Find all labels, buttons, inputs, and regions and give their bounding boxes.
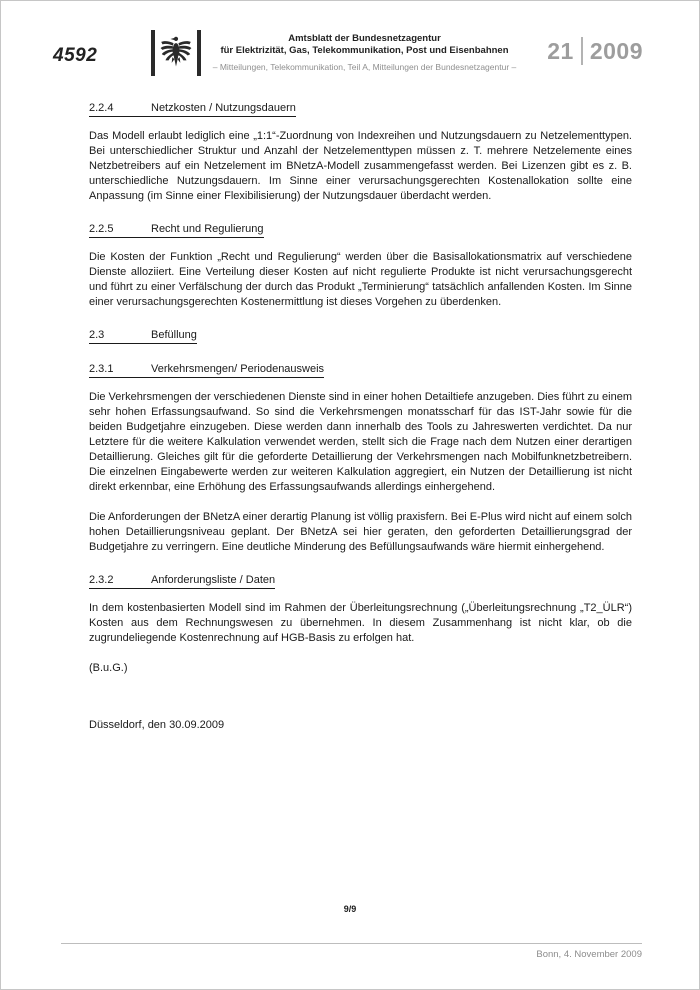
- paragraph: In dem kostenbasierten Modell sind im Rahmen der Überleitungsrechnung („Überleitungsrechnung „T2_ÜLR“) Kosten aus dem Rechnungswesen zu übernehmen. In diesem Zusammenhang ist nicht klar, ob die zugrundeliegende Kostenrechnung auf HGB-Basis zu erfolgen hat.: [89, 602, 632, 644]
- page-header: [51, 27, 643, 83]
- paragraph: Die Anforderungen der BNetzA einer derartig Planung ist völlig praxisfern. Bei E-Plus wird nicht auf einem solch hohen Detaillierungsniveau geplant. Der BNetzA sei hier geraten, den geforderten Detaillierungsgrad der Budgetjahre zu verringern. Eine deutliche Minderung des Befüllungsaufwands wäre hiermit einhergehend.: [89, 511, 632, 553]
- header-title-line1: Amtsblatt der Bundesnetzagentur: [288, 33, 441, 44]
- section-heading-2-2-4: [89, 101, 296, 117]
- issue-divider: [581, 37, 583, 65]
- section-heading-2-3-1: [89, 362, 324, 378]
- paragraph: Das Modell erlaubt lediglich eine „1:1“-Zuordnung von Indexreihen und Nutzungsdauern zu Netzelementtypen. Bei unterschiedlicher Struktur und Anzahl der Netzelementtypen müssen z. T. mehrere Netzelemente eines Netzbetreibers auf ein Netzelement im BNetzA-Modell zusammengefasst werden. Bei Lizenzen gibt es z. B. unterschiedliche Nutzungsdauern. Im Sinne einer verursachungsgerechten Kostenallokation sollte eine Anpassung (im Sinne einer Flexibilisierung) der Nutzungsdauer überdacht werden.: [89, 130, 632, 202]
- emblem-left-bar: [151, 30, 155, 76]
- issue-number: 21: [547, 37, 574, 64]
- section-number: 2.2.5: [89, 223, 114, 235]
- section-number: 2.2.4: [89, 102, 114, 114]
- issue-badge: [547, 37, 643, 65]
- header-title-line2: für Elektrizität, Gas, Telekommunikation, Post und Eisenbahnen: [220, 45, 509, 56]
- gazette-page-number: 4592: [53, 45, 98, 66]
- document-body: [89, 97, 632, 733]
- paragraph: Die Kosten der Funktion „Recht und Regulierung“ werden über die Basisallokationsmatrix auf verschiedene Dienste alloziiert. Eine Verteilung dieser Kosten auf nicht regulierte Produkte ist nicht verursachungsgerecht und führt zu einer Verfälschung der durch das Produkt „Terminierung“ tatsächlich anfallenden Kosten. Im Sinne einer verursachungsgerechten Kostenermittlung ist dieses Vorgehen zu überdenken.: [89, 251, 632, 308]
- section-title: Verkehrsmengen/ Periodenausweis: [151, 363, 325, 375]
- section-number: 2.3.2: [89, 574, 114, 586]
- section-number: 2.3: [89, 329, 105, 341]
- section-heading-row: [89, 573, 632, 589]
- section-heading-row: [89, 362, 632, 378]
- federal-eagle-logo: [151, 29, 201, 77]
- section-heading-row: [89, 222, 632, 238]
- footer-divider: [61, 943, 642, 944]
- footer-date: Bonn, 4. November 2009: [536, 949, 642, 960]
- section-heading-row: [89, 101, 632, 117]
- section-heading-2-3: [89, 328, 197, 344]
- section-title: Netzkosten / Nutzungsdauern: [151, 102, 296, 114]
- section-title: Anforderungsliste / Daten: [151, 574, 276, 586]
- section-heading-row: [89, 328, 632, 344]
- issue-year: 2009: [589, 37, 643, 64]
- page-count-label: 9/9: [343, 904, 357, 914]
- place-and-date: Düsseldorf, den 30.09.2009: [89, 719, 225, 731]
- federal-eagle-icon: [160, 33, 192, 73]
- paragraph: Die Verkehrsmengen der verschiedenen Dienste sind in einer hohen Detailtiefe anzugeben. Dies führt zu einem sehr hohen Erfassungsaufwand. So sind die Verkehrsmengen monatsscharf für das IST-Jahr sowie für die beiden Budgetjahre einzugeben. Diese werden dann innerhalb des Tools zu Jahreswerten verdichtet. Da nur Letztere für die weitere Kalkulation verwendet werden, stellt sich die Frage nach dem Nutzen einer derartigen Detaillierung. Gleiches gilt für die geforderte Detaillierung der Verkehrsmengen nach Mobilfunknetzbetreibern. Die einzelnen Eingabewerte werden zur weiteren Kalkulation aggregiert, ein Nutzen der Detaillierung ist nicht direkt erkennbar, eine Erhöhung des Erfassungsaufwands allerdings einhergehend.: [89, 391, 632, 493]
- section-heading-2-2-5: [89, 222, 264, 238]
- signature-abbreviation: (B.u.G.): [89, 662, 128, 674]
- header-title-block: [201, 33, 528, 73]
- section-title: Befüllung: [151, 329, 197, 341]
- section-number: 2.3.1: [89, 363, 114, 375]
- section-heading-2-3-2: [89, 573, 275, 589]
- section-title: Recht und Regulierung: [151, 223, 264, 235]
- header-section-line: – Mitteilungen, Telekommunikation, Teil A, Mitteilungen der Bundesnetzagentur –: [212, 62, 517, 72]
